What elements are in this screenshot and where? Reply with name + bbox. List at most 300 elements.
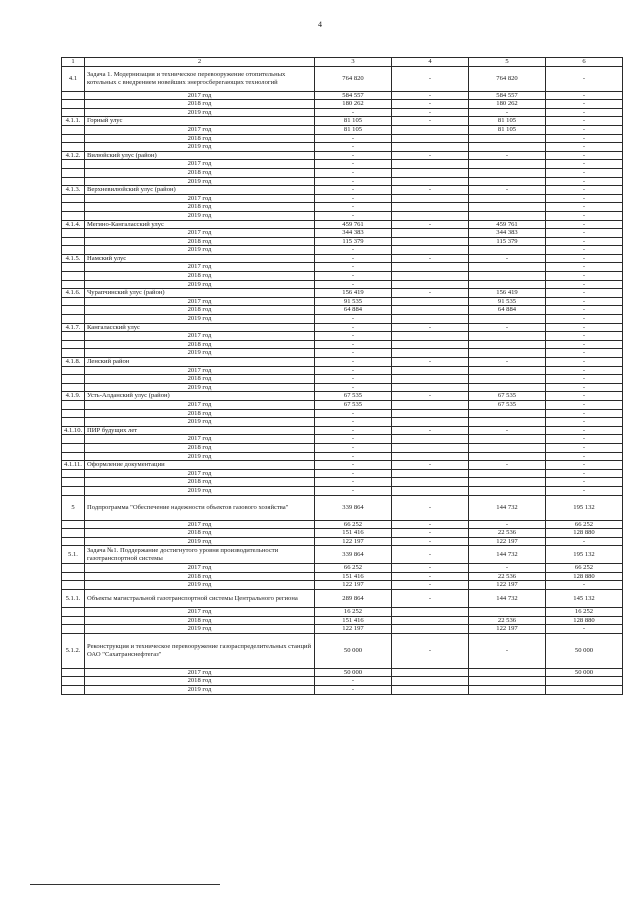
col-5-value-cell <box>469 194 546 203</box>
row-name-cell: 2018 год <box>85 443 315 452</box>
table-row-year <box>62 608 623 617</box>
col-5-value-cell: 459 761 <box>469 220 546 229</box>
col-6-value-cell: 195 132 <box>546 546 623 564</box>
col-4-value-cell: - <box>392 572 469 581</box>
row-number-cell <box>62 383 85 392</box>
row-name-cell: Задача №1. Поддержание достигнутого уровня производительности газотранспортной системы <box>85 546 315 564</box>
col-6-value-cell: - <box>546 151 623 160</box>
table-row-year <box>62 469 623 478</box>
table-row-year <box>62 564 623 573</box>
table-row-year <box>62 246 623 255</box>
col-6-value-cell: - <box>546 383 623 392</box>
table-row-item <box>62 495 623 520</box>
col-5-value-cell <box>469 608 546 617</box>
table-row-item <box>62 392 623 401</box>
table-row-year <box>62 418 623 427</box>
row-number-cell <box>62 125 85 134</box>
row-name-cell: 2018 год <box>85 272 315 281</box>
col-4-value-cell: - <box>392 495 469 520</box>
col-6-value-cell: - <box>546 315 623 324</box>
row-number-cell <box>62 616 85 625</box>
row-name-cell: Верхневилюйский улус (район) <box>85 186 315 195</box>
col-6-value-cell: - <box>546 186 623 195</box>
col-6-value-cell: 145 132 <box>546 590 623 608</box>
row-name-cell: 2017 год <box>85 668 315 677</box>
col-6-value-cell <box>546 686 623 695</box>
col-5-value-cell: 22 536 <box>469 616 546 625</box>
row-number-cell: 4.1.10. <box>62 426 85 435</box>
table-row-year <box>62 297 623 306</box>
row-number-cell <box>62 668 85 677</box>
col-3-value-cell: - <box>315 315 392 324</box>
row-number-cell: 5.1.2. <box>62 633 85 668</box>
table-row-year <box>62 383 623 392</box>
col-6-value-cell: - <box>546 340 623 349</box>
table-row-item <box>62 186 623 195</box>
col-6-value-cell: - <box>546 332 623 341</box>
row-number-cell <box>62 108 85 117</box>
col-4-value-cell <box>392 297 469 306</box>
col-4-value-cell: - <box>392 186 469 195</box>
page-number: 4 <box>318 20 322 29</box>
col-5-value-cell: 144 732 <box>469 546 546 564</box>
col-4-value-cell <box>392 435 469 444</box>
row-name-cell: Усть-Алданский улус (район) <box>85 392 315 401</box>
row-name-cell: Кангаласский улус <box>85 323 315 332</box>
col-4-value-cell: - <box>392 520 469 529</box>
col-6-value-cell: - <box>546 452 623 461</box>
col-3-value-cell: - <box>315 452 392 461</box>
row-name-cell: ПИР будущих лет <box>85 426 315 435</box>
col-5-value-cell <box>469 486 546 495</box>
row-name-cell: 2019 год <box>85 486 315 495</box>
col-3-value-cell: - <box>315 323 392 332</box>
table-row-item <box>62 289 623 298</box>
table-row-year <box>62 143 623 152</box>
col-6-value-cell: - <box>546 469 623 478</box>
col-6-value-cell: - <box>546 143 623 152</box>
row-name-cell: 2017 год <box>85 400 315 409</box>
table-row-year <box>62 229 623 238</box>
row-name-cell: Подпрограмма "Обеспечение надежности объектов газового хозяйства" <box>85 495 315 520</box>
col-6-value-cell: 16 252 <box>546 608 623 617</box>
col-3-value-cell: - <box>315 186 392 195</box>
row-name-cell: 2019 год <box>85 537 315 546</box>
row-number-cell <box>62 297 85 306</box>
table-row-year <box>62 91 623 100</box>
row-name-cell: 2017 год <box>85 520 315 529</box>
program-funding-table <box>61 57 623 695</box>
row-name-cell: 2019 год <box>85 383 315 392</box>
col-4-value-cell: - <box>392 117 469 126</box>
col-5-value-cell: 91 535 <box>469 297 546 306</box>
col-3-value-cell: 115 379 <box>315 237 392 246</box>
row-number-cell <box>62 375 85 384</box>
col-3-value-cell: 50 000 <box>315 633 392 668</box>
row-number-cell: 4.1.1. <box>62 117 85 126</box>
col-5-value-cell: 67 535 <box>469 400 546 409</box>
col-3-value-cell: 81 105 <box>315 117 392 126</box>
col-4-value-cell: - <box>392 358 469 367</box>
header-col-1: 1 <box>62 58 85 67</box>
col-4-value-cell: - <box>392 151 469 160</box>
col-4-value-cell <box>392 125 469 134</box>
col-3-value-cell: 64 884 <box>315 306 392 315</box>
col-6-value-cell <box>546 677 623 686</box>
col-4-value-cell: - <box>392 108 469 117</box>
col-4-value-cell: - <box>392 564 469 573</box>
col-5-value-cell: 122 197 <box>469 581 546 590</box>
col-3-value-cell: - <box>315 280 392 289</box>
col-5-value-cell <box>469 478 546 487</box>
table-row-year <box>62 100 623 109</box>
row-name-cell: 2019 год <box>85 625 315 634</box>
row-number-cell: 4.1.5. <box>62 254 85 263</box>
col-6-value-cell: - <box>546 117 623 126</box>
col-4-value-cell: - <box>392 633 469 668</box>
table-row-item <box>62 633 623 668</box>
col-4-value-cell <box>392 315 469 324</box>
row-name-cell: 2017 год <box>85 608 315 617</box>
row-name-cell: 2019 год <box>85 143 315 152</box>
col-6-value-cell: - <box>546 426 623 435</box>
col-4-value-cell <box>392 134 469 143</box>
col-6-value-cell: - <box>546 168 623 177</box>
col-4-value-cell <box>392 469 469 478</box>
col-6-value-cell: - <box>546 134 623 143</box>
row-name-cell: 2018 год <box>85 409 315 418</box>
col-6-value-cell: - <box>546 237 623 246</box>
table-row-year <box>62 452 623 461</box>
col-3-value-cell: - <box>315 272 392 281</box>
row-name-cell: 2018 год <box>85 677 315 686</box>
col-6-value-cell: - <box>546 254 623 263</box>
col-6-value-cell: - <box>546 66 623 91</box>
row-name-cell: 2018 год <box>85 203 315 212</box>
row-name-cell: 2019 год <box>85 315 315 324</box>
row-name-cell: 2018 год <box>85 306 315 315</box>
col-5-value-cell: - <box>469 254 546 263</box>
table-row-year <box>62 686 623 695</box>
col-4-value-cell <box>392 194 469 203</box>
col-4-value-cell <box>392 203 469 212</box>
row-number-cell <box>62 478 85 487</box>
row-number-cell <box>62 625 85 634</box>
row-name-cell: 2018 год <box>85 478 315 487</box>
row-name-cell: Объекты магистральной газотранспортной системы Центрального региона <box>85 590 315 608</box>
row-number-cell <box>62 564 85 573</box>
table-row-year <box>62 486 623 495</box>
col-6-value-cell: - <box>546 443 623 452</box>
col-6-value-cell: - <box>546 625 623 634</box>
header-col-3: 3 <box>315 58 392 67</box>
col-5-value-cell: 122 197 <box>469 625 546 634</box>
col-4-value-cell: - <box>392 91 469 100</box>
col-5-value-cell: - <box>469 358 546 367</box>
row-number-cell <box>62 686 85 695</box>
col-3-value-cell: 156 419 <box>315 289 392 298</box>
col-6-value-cell: - <box>546 246 623 255</box>
col-5-value-cell <box>469 177 546 186</box>
row-name-cell: 2017 год <box>85 366 315 375</box>
col-5-value-cell: 22 536 <box>469 572 546 581</box>
col-4-value-cell <box>392 443 469 452</box>
row-name-cell: 2017 год <box>85 564 315 573</box>
table-row-year <box>62 435 623 444</box>
col-5-value-cell: - <box>469 520 546 529</box>
col-4-value-cell <box>392 263 469 272</box>
table-header-row <box>62 58 623 67</box>
col-5-value-cell: 144 732 <box>469 590 546 608</box>
row-name-cell: 2018 год <box>85 616 315 625</box>
col-4-value-cell <box>392 177 469 186</box>
col-6-value-cell: - <box>546 203 623 212</box>
row-name-cell: 2018 год <box>85 100 315 109</box>
col-3-value-cell: 339 864 <box>315 495 392 520</box>
col-5-value-cell <box>469 686 546 695</box>
col-5-value-cell <box>469 332 546 341</box>
col-3-value-cell: - <box>315 469 392 478</box>
row-name-cell: Ленский район <box>85 358 315 367</box>
col-3-value-cell: - <box>315 143 392 152</box>
col-3-value-cell: - <box>315 686 392 695</box>
col-3-value-cell: - <box>315 358 392 367</box>
row-number-cell <box>62 537 85 546</box>
col-3-value-cell: - <box>315 349 392 358</box>
col-3-value-cell: - <box>315 332 392 341</box>
table-row-item <box>62 220 623 229</box>
col-3-value-cell: 151 416 <box>315 616 392 625</box>
col-6-value-cell: - <box>546 349 623 358</box>
col-5-value-cell: 344 383 <box>469 229 546 238</box>
col-5-value-cell: 156 419 <box>469 289 546 298</box>
row-number-cell: 4.1.11. <box>62 461 85 470</box>
row-number-cell <box>62 409 85 418</box>
row-name-cell: Горный улус <box>85 117 315 126</box>
col-6-value-cell: 128 880 <box>546 616 623 625</box>
table-row-year <box>62 478 623 487</box>
col-5-value-cell <box>469 366 546 375</box>
col-5-value-cell <box>469 418 546 427</box>
row-number-cell <box>62 177 85 186</box>
row-number-cell <box>62 435 85 444</box>
row-name-cell: Намский улус <box>85 254 315 263</box>
col-4-value-cell <box>392 375 469 384</box>
col-5-value-cell: - <box>469 323 546 332</box>
col-3-value-cell: 764 820 <box>315 66 392 91</box>
row-name-cell: Чурапчинский улус (район) <box>85 289 315 298</box>
table-row-year <box>62 315 623 324</box>
table-row-item <box>62 461 623 470</box>
row-number-cell <box>62 280 85 289</box>
table-row-year <box>62 125 623 134</box>
row-number-cell <box>62 400 85 409</box>
table-row-item <box>62 323 623 332</box>
col-5-value-cell: - <box>469 461 546 470</box>
col-6-value-cell: - <box>546 272 623 281</box>
col-3-value-cell: 289 864 <box>315 590 392 608</box>
col-3-value-cell: - <box>315 375 392 384</box>
col-6-value-cell: - <box>546 211 623 220</box>
col-3-value-cell: 81 105 <box>315 125 392 134</box>
table-row-year <box>62 677 623 686</box>
col-3-value-cell: - <box>315 677 392 686</box>
col-3-value-cell: 151 416 <box>315 529 392 538</box>
table-row-item <box>62 426 623 435</box>
col-6-value-cell: - <box>546 177 623 186</box>
col-3-value-cell: - <box>315 435 392 444</box>
col-5-value-cell <box>469 272 546 281</box>
table-row-year <box>62 211 623 220</box>
col-4-value-cell: - <box>392 529 469 538</box>
col-3-value-cell: - <box>315 108 392 117</box>
col-6-value-cell: - <box>546 100 623 109</box>
header-col-5: 5 <box>469 58 546 67</box>
col-3-value-cell: - <box>315 246 392 255</box>
row-number-cell <box>62 486 85 495</box>
row-name-cell: Оформление документации <box>85 461 315 470</box>
row-number-cell <box>62 529 85 538</box>
col-5-value-cell: 122 197 <box>469 537 546 546</box>
col-6-value-cell: - <box>546 306 623 315</box>
row-number-cell <box>62 100 85 109</box>
row-number-cell <box>62 581 85 590</box>
col-5-value-cell: 115 379 <box>469 237 546 246</box>
col-4-value-cell <box>392 677 469 686</box>
col-6-value-cell: 66 252 <box>546 520 623 529</box>
col-5-value-cell: - <box>469 108 546 117</box>
row-number-cell <box>62 194 85 203</box>
table-row-item <box>62 66 623 91</box>
table-row-year <box>62 340 623 349</box>
col-6-value-cell: - <box>546 280 623 289</box>
row-name-cell: 2018 год <box>85 168 315 177</box>
col-5-value-cell <box>469 315 546 324</box>
col-4-value-cell <box>392 349 469 358</box>
row-number-cell: 4.1.4. <box>62 220 85 229</box>
col-4-value-cell <box>392 686 469 695</box>
row-number-cell: 4.1.9. <box>62 392 85 401</box>
col-3-value-cell: 122 197 <box>315 537 392 546</box>
col-5-value-cell: 764 820 <box>469 66 546 91</box>
col-3-value-cell: 67 535 <box>315 400 392 409</box>
table-row-year <box>62 263 623 272</box>
row-number-cell <box>62 306 85 315</box>
col-4-value-cell: - <box>392 323 469 332</box>
table-row-year <box>62 272 623 281</box>
col-4-value-cell <box>392 272 469 281</box>
col-3-value-cell: - <box>315 366 392 375</box>
footnote-divider <box>30 884 220 885</box>
col-6-value-cell: 128 880 <box>546 529 623 538</box>
row-number-cell <box>62 168 85 177</box>
col-4-value-cell <box>392 211 469 220</box>
col-3-value-cell: - <box>315 461 392 470</box>
table-row-year <box>62 625 623 634</box>
table-row-year <box>62 332 623 341</box>
row-number-cell <box>62 237 85 246</box>
row-name-cell: Реконструкция и техническое перевооружение газораспределительных станций ОАО "Сахатранснефтегаз" <box>85 633 315 668</box>
col-5-value-cell <box>469 143 546 152</box>
col-4-value-cell <box>392 160 469 169</box>
col-4-value-cell <box>392 486 469 495</box>
row-number-cell: 4.1.3. <box>62 186 85 195</box>
col-5-value-cell <box>469 134 546 143</box>
col-3-value-cell: 66 252 <box>315 520 392 529</box>
table-row-year <box>62 349 623 358</box>
col-3-value-cell: - <box>315 409 392 418</box>
col-4-value-cell <box>392 246 469 255</box>
col-4-value-cell: - <box>392 220 469 229</box>
row-name-cell: 2019 год <box>85 452 315 461</box>
col-5-value-cell: 22 536 <box>469 529 546 538</box>
col-5-value-cell <box>469 443 546 452</box>
col-3-value-cell: 459 761 <box>315 220 392 229</box>
row-name-cell: Задача 1. Модернизация и техническое перевооружение отопительных котельных с внедрением новейших энергосберегающих технологий <box>85 66 315 91</box>
col-6-value-cell: - <box>546 409 623 418</box>
col-3-value-cell: 151 416 <box>315 572 392 581</box>
col-4-value-cell <box>392 237 469 246</box>
col-5-value-cell: - <box>469 633 546 668</box>
row-name-cell: 2017 год <box>85 263 315 272</box>
row-number-cell: 4.1.2. <box>62 151 85 160</box>
col-3-value-cell: - <box>315 254 392 263</box>
col-5-value-cell: - <box>469 564 546 573</box>
col-5-value-cell <box>469 203 546 212</box>
col-4-value-cell: - <box>392 546 469 564</box>
col-6-value-cell: - <box>546 392 623 401</box>
row-number-cell <box>62 229 85 238</box>
col-5-value-cell <box>469 246 546 255</box>
row-name-cell: 2017 год <box>85 229 315 238</box>
row-number-cell <box>62 469 85 478</box>
col-5-value-cell: 180 262 <box>469 100 546 109</box>
table-row-year <box>62 400 623 409</box>
col-6-value-cell: - <box>546 194 623 203</box>
col-5-value-cell <box>469 677 546 686</box>
col-5-value-cell: - <box>469 151 546 160</box>
col-6-value-cell: - <box>546 537 623 546</box>
col-4-value-cell: - <box>392 461 469 470</box>
row-number-cell: 5.1. <box>62 546 85 564</box>
col-3-value-cell: 91 535 <box>315 297 392 306</box>
row-number-cell <box>62 572 85 581</box>
header-col-6: 6 <box>546 58 623 67</box>
table-row-item <box>62 151 623 160</box>
col-3-value-cell: - <box>315 194 392 203</box>
table-row-year <box>62 366 623 375</box>
col-4-value-cell <box>392 280 469 289</box>
col-4-value-cell <box>392 168 469 177</box>
table-row-year <box>62 529 623 538</box>
col-3-value-cell: - <box>315 177 392 186</box>
row-name-cell: 2017 год <box>85 332 315 341</box>
col-6-value-cell: - <box>546 366 623 375</box>
table-row-year <box>62 237 623 246</box>
table-row-year <box>62 160 623 169</box>
col-4-value-cell <box>392 143 469 152</box>
col-6-value-cell: - <box>546 375 623 384</box>
row-name-cell: 2019 год <box>85 108 315 117</box>
col-4-value-cell <box>392 409 469 418</box>
header-col-4: 4 <box>392 58 469 67</box>
col-6-value-cell: - <box>546 91 623 100</box>
col-6-value-cell: - <box>546 289 623 298</box>
col-6-value-cell: - <box>546 160 623 169</box>
col-3-value-cell: 16 252 <box>315 608 392 617</box>
col-3-value-cell: 339 864 <box>315 546 392 564</box>
row-number-cell: 4.1.6. <box>62 289 85 298</box>
